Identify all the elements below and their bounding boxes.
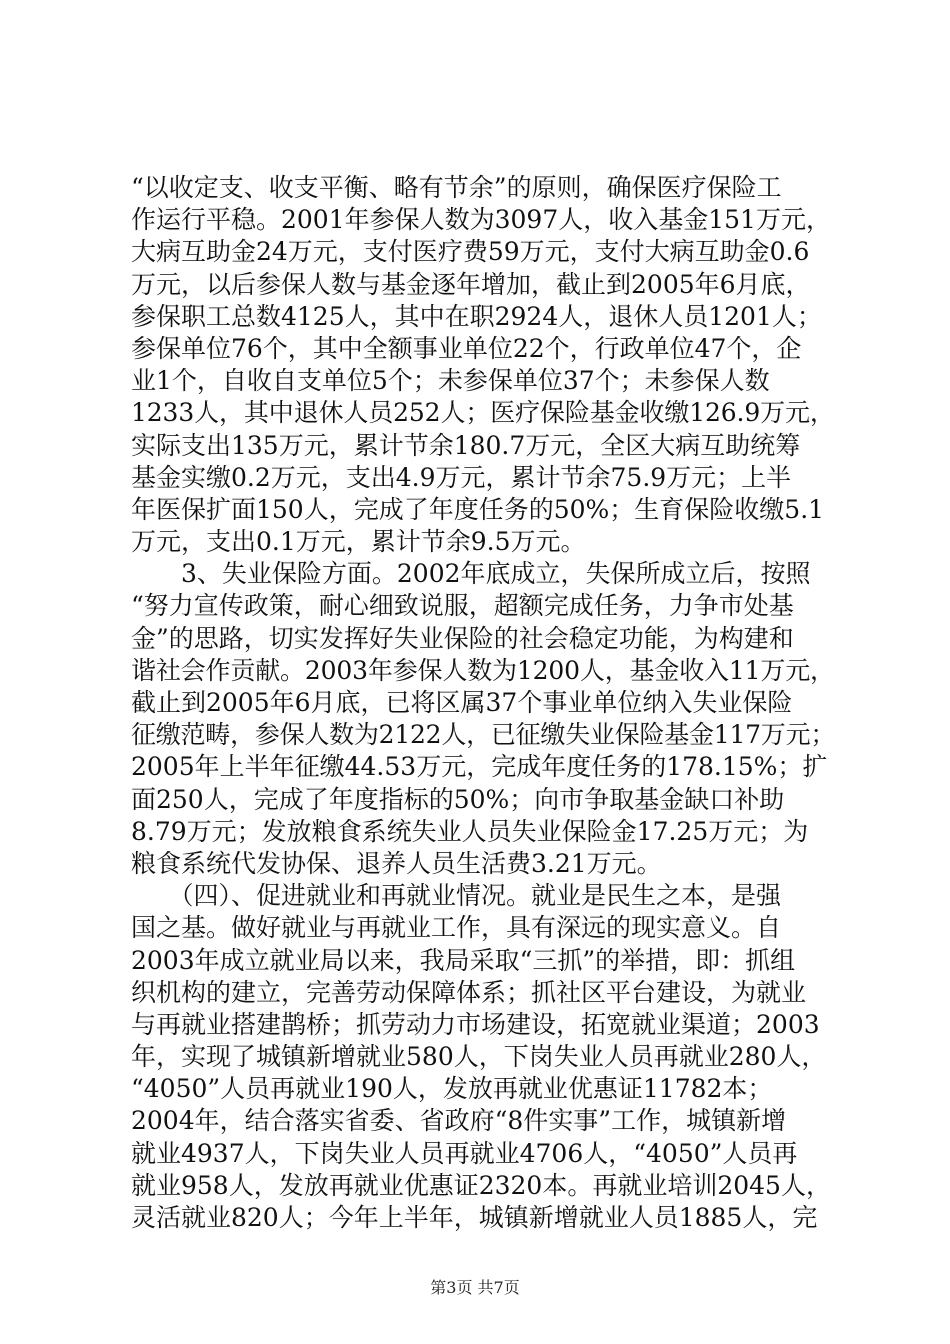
text-line: 8.79万元；发放粮食系统失业人员失业保险金17.25万元；为 <box>131 816 809 846</box>
text-line: 灵活就业820人；今年上半年，城镇新增就业人员1885人，完 <box>131 1203 818 1232</box>
text-line: 实际支出135万元，累计节余180.7万元，全区大病互助统筹 <box>131 430 801 460</box>
text-line: 谐社会作贡献。2003年参保人数为1200人，基金收入11万元， <box>131 655 835 685</box>
text-line: 作运行平稳。2001年参保人数为3097人，收入基金151万元， <box>131 205 831 235</box>
page-footer: 第3页 共7页 <box>430 1278 520 1297</box>
text-line: “4050”人员再就业190人，发放再就业优惠证11782本； <box>131 1074 773 1104</box>
text-line: 万元，支出0.1万元，累计节余9.5万元。 <box>131 527 586 557</box>
text-line: 参保职工总数4125人，其中在职2924人，退休人员1201人； <box>131 301 822 331</box>
text-line: 粮食系统代发协保、退养人员生活费3.21万元。 <box>131 848 662 878</box>
text-line: 2004年，结合落实省委、省政府“8件实事”工作，城镇新增 <box>131 1106 787 1136</box>
text-line: 年，实现了城镇新增就业580人，下岗失业人员再就业280人， <box>131 1042 827 1072</box>
text-line: 3、失业保险方面。2002年底成立，失保所成立后，按照 <box>131 559 811 589</box>
text-line: 就业958人，发放再就业优惠证2320本。再就业培训2045人， <box>131 1170 831 1200</box>
text-line: 织机构的建立，完善劳动保障体系；抓社区平台建设，为就业 <box>131 977 807 1007</box>
text-line: 基金实缴0.2万元，支出4.9万元，累计节余75.9万元；上半 <box>131 462 792 492</box>
text-line: 征缴范畴，参保人数为2122人，已征缴失业保险基金117万元； <box>131 720 835 750</box>
text-line: 万元，以后参保人数与基金逐年增加，截止到2005年6月底， <box>131 269 811 299</box>
text-line: 业1个，自收自支单位5个；未参保单位37个；未参保人数 <box>131 366 770 396</box>
text-line: 国之基。做好就业与再就业工作，具有深远的现实意义。自 <box>131 913 782 943</box>
text-line: 就业4937人，下岗失业人员再就业4706人，“4050”人员再 <box>131 1138 798 1168</box>
text-line: 2005年上半年征缴44.53万元，完成年度任务的178.15%；扩 <box>131 752 828 782</box>
text-line: 参保单位76个，其中全额事业单位22个，行政单位47个，企 <box>131 333 802 363</box>
text-line: 截止到2005年6月底，已将区属37个事业单位纳入失业保险 <box>131 688 793 717</box>
text-line: 金”的思路，切实发挥好失业保险的社会稳定功能，为构建和 <box>131 623 794 653</box>
text-line: 面250人，完成了年度指标的50%；向市争取基金缺口补助 <box>131 784 785 814</box>
text-line: 年医保扩面150人，完成了年度任务的50%；生育保险收缴5.1 <box>131 494 825 524</box>
body-text <box>131 172 835 1234</box>
text-line: “努力宣传政策，耐心细致说服，超额完成任务，力争市处基 <box>131 591 794 621</box>
text-line: 与再就业搭建鹊桥；抓劳动力市场建设，拓宽就业渠道；2003 <box>131 1009 820 1039</box>
text-line: 大病互助金24万元，支付医疗费59万元，支付大病互助金0.6 <box>131 237 810 267</box>
text-line: “以收定支、收支平衡、略有节余”的原则，确保医疗保险工 <box>131 173 782 202</box>
text-line: 2003年成立就业局以来，我局采取“三抓”的举措，即：抓组 <box>131 945 796 975</box>
text-line: （四）、促进就业和再就业情况。就业是民生之本，是强 <box>131 881 782 911</box>
text-line: 1233人，其中退休人员252人；医疗保险基金收缴126.9万元， <box>131 398 835 428</box>
